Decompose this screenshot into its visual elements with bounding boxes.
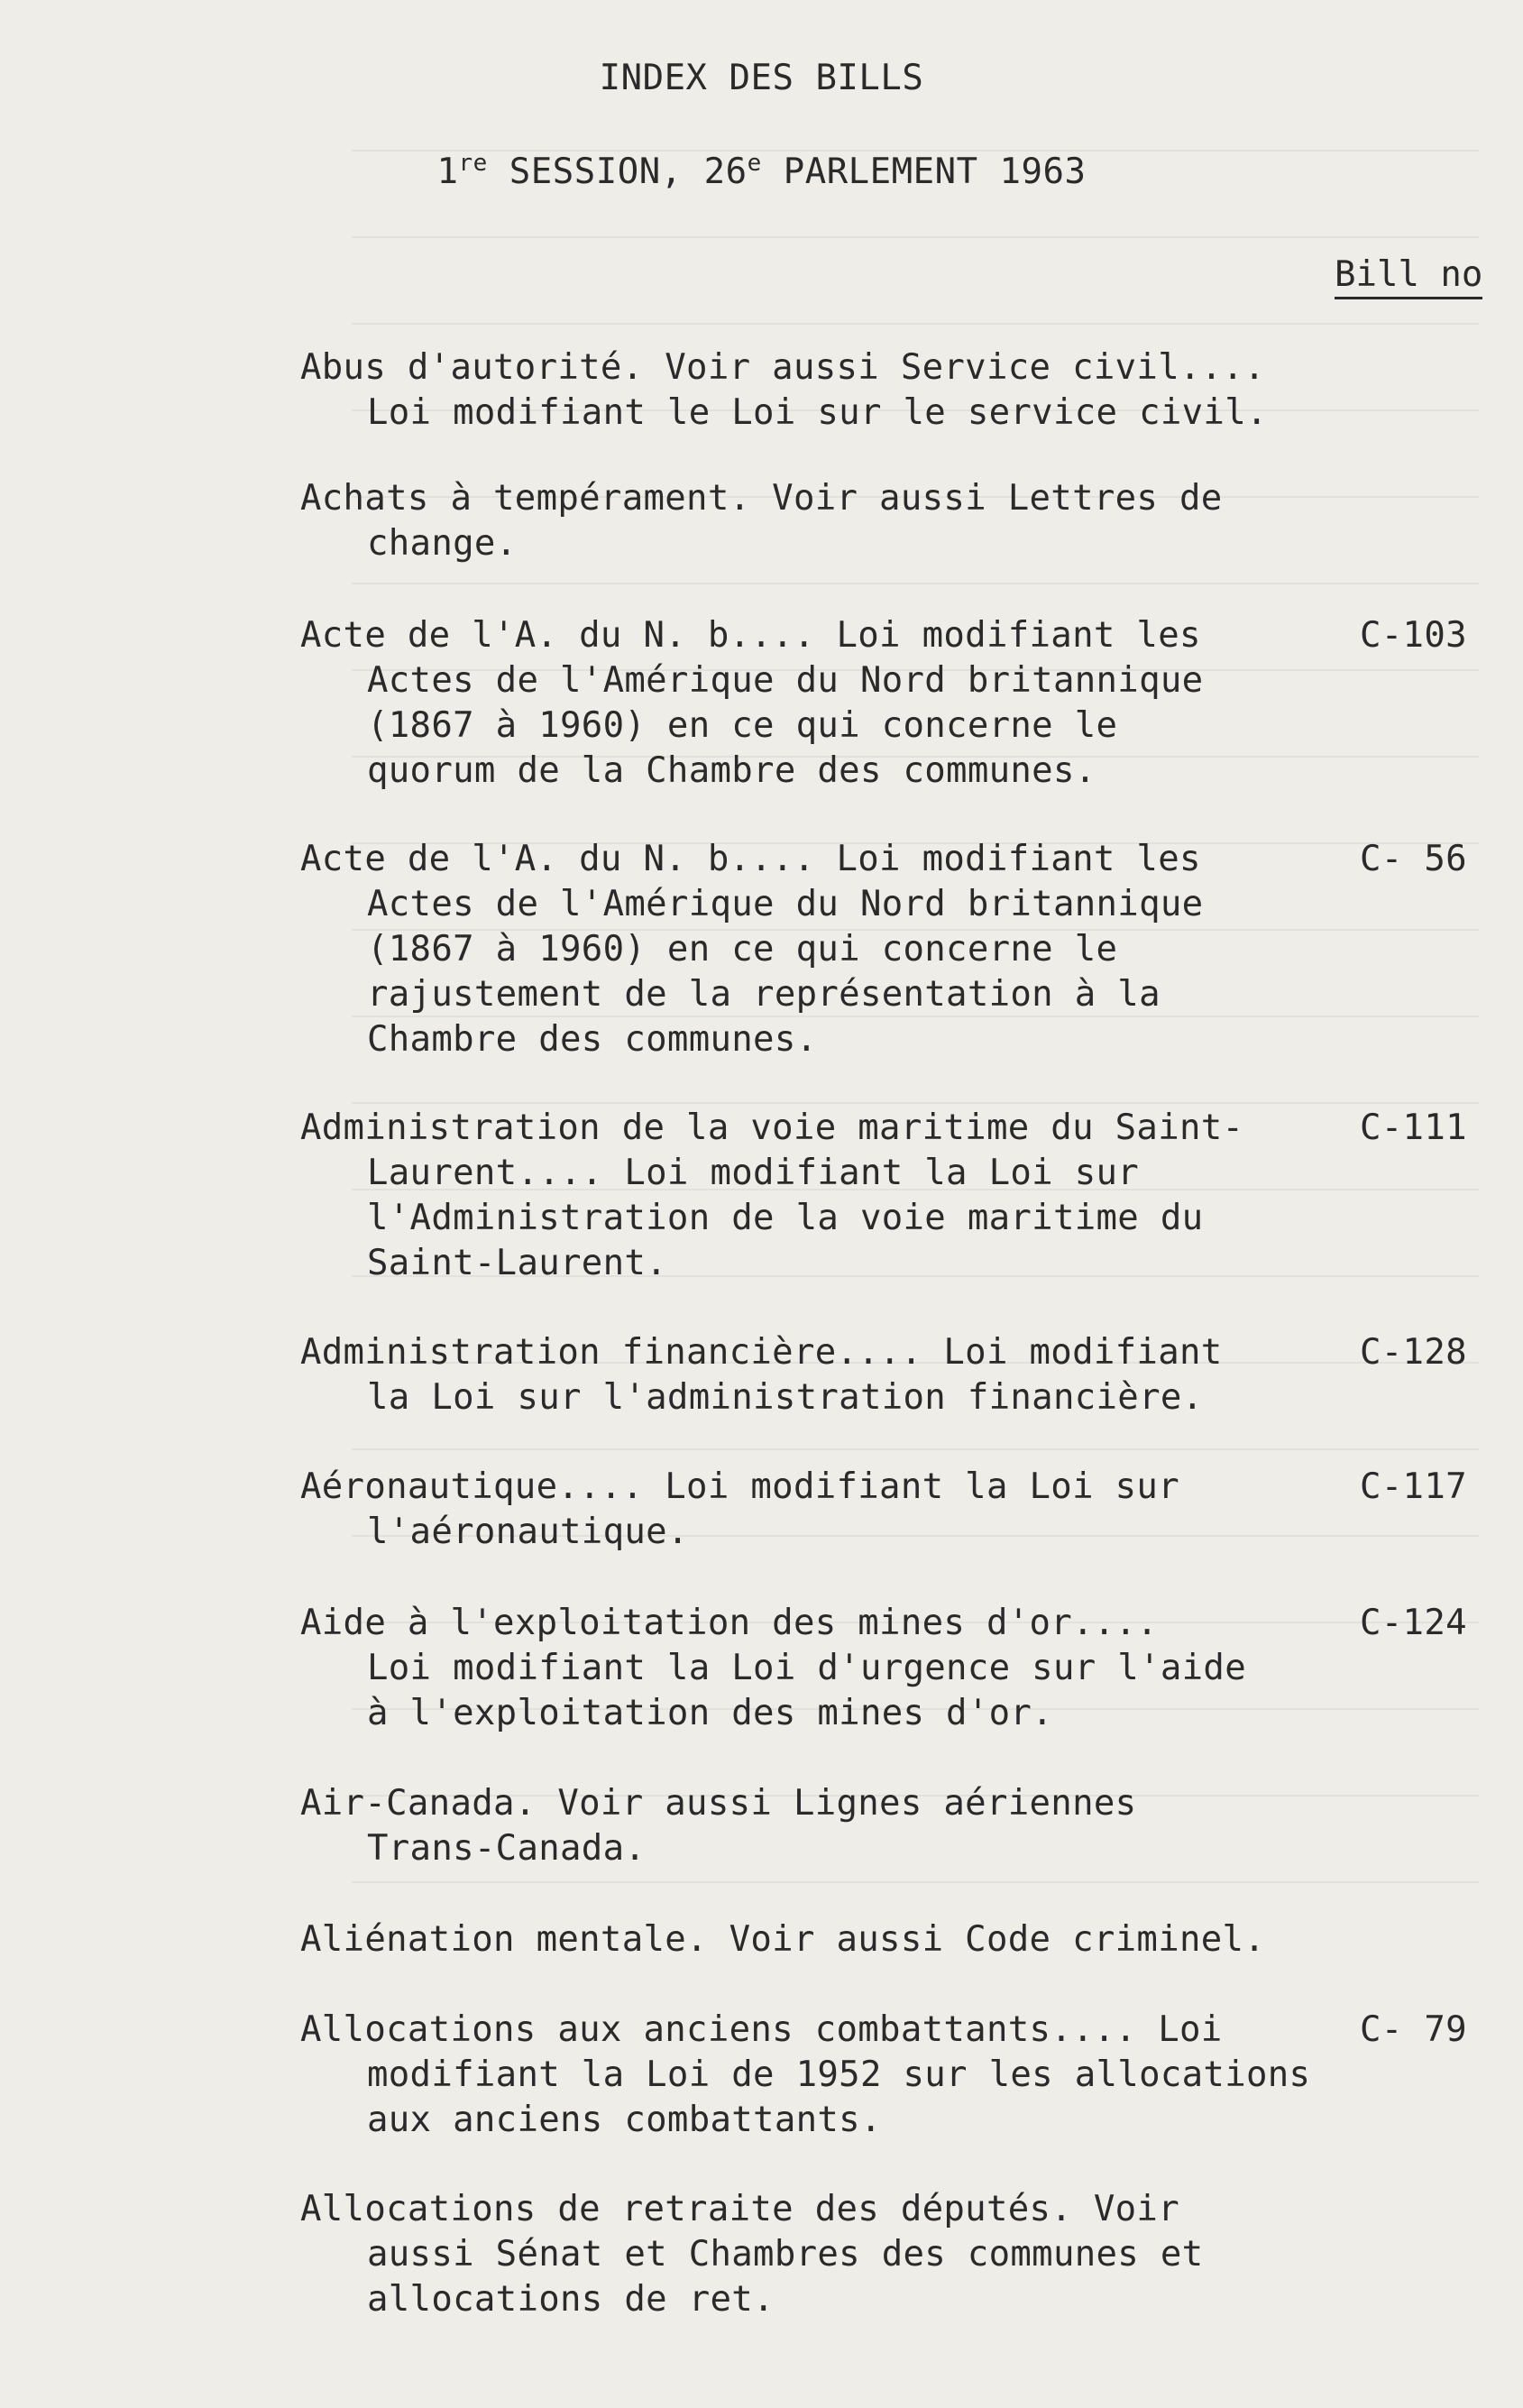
index-entry <box>300 1781 1136 1871</box>
index-entry <box>300 476 1223 566</box>
entry-line: Trans-Canada. <box>367 1828 647 1869</box>
index-entry <box>300 1106 1467 1286</box>
session-suffix: re <box>458 150 488 177</box>
entry-line: Saint-Laurent. <box>367 1243 667 1283</box>
entry-line: (1867 à 1960) en ce qui concerne le <box>367 705 1118 746</box>
entry-line: rajustement de la représentation à la <box>367 974 1161 1015</box>
entry-line: Administration financière.... Loi modifiant <box>300 1332 1223 1373</box>
entry-line: change. <box>367 523 518 564</box>
entry-line: allocations de ret. <box>367 2279 775 2320</box>
entry-line: Loi modifiant la Loi d'urgence sur l'aide <box>367 1648 1246 1688</box>
bill-number: C-124 <box>1360 1603 1467 1643</box>
bill-number: C-103 <box>1360 615 1467 656</box>
bill-number: C-111 <box>1360 1107 1467 1148</box>
entry-line: Air-Canada. Voir aussi Lignes aériennes <box>300 1783 1137 1824</box>
session-number: 1 <box>436 152 459 192</box>
index-entry <box>300 1330 1467 1420</box>
parliament-label: PARLEMENT 1963 <box>761 152 1087 192</box>
entry-line: Aliénation mentale. Voir aussi Code criminel. <box>300 1919 1266 1960</box>
index-entry <box>300 1601 1467 1736</box>
entry-line: quorum de la Chambre des communes. <box>367 750 1096 791</box>
entry-line: Acte de l'A. du N. b.... Loi modifiant les <box>300 839 1201 879</box>
entry-line: la Loi sur l'administration financière. <box>367 1377 1204 1418</box>
entry-line: Chambre des communes. <box>367 1019 818 1060</box>
entry-line: Laurent.... Loi modifiant la Loi sur <box>367 1153 1140 1193</box>
entry-line: Loi modifiant le Loi sur le service civil. <box>367 392 1268 433</box>
entry-line: Actes de l'Amérique du Nord britannique <box>367 660 1204 701</box>
entry-line: aux anciens combattants. <box>367 2100 882 2140</box>
entry-line: Administration de la voie maritime du Saint- <box>300 1107 1244 1148</box>
entry-line: Achats à tempérament. Voir aussi Lettres de <box>300 478 1223 519</box>
document-title: INDEX DES BILLS <box>599 58 924 98</box>
session-label: SESSION, 26 <box>487 152 748 192</box>
entry-line: Aéronautique.... Loi modifiant la Loi sur <box>300 1466 1179 1507</box>
bill-number: C- 79 <box>1360 2009 1467 2050</box>
index-entry <box>300 2187 1203 2322</box>
session-heading <box>0 150 1523 192</box>
entry-line: aussi Sénat et Chambres des communes et <box>367 2234 1204 2275</box>
entry-line: l'aéronautique. <box>367 1512 689 1552</box>
entry-line: modifiant la Loi de 1952 sur les allocations <box>367 2054 1311 2095</box>
entry-line: Abus d'autorité. Voir aussi Service civil.... <box>300 347 1266 388</box>
index-entry <box>300 2008 1467 2143</box>
entry-line: Aide à l'exploitation des mines d'or.... <box>300 1603 1159 1643</box>
bill-number: C-117 <box>1360 1466 1467 1507</box>
index-entry <box>300 837 1467 1062</box>
entry-line: Allocations de retraite des députés. Voir <box>300 2189 1179 2229</box>
entry-line: (1867 à 1960) en ce qui concerne le <box>367 929 1118 970</box>
index-entry <box>300 1465 1467 1555</box>
bill-number: C- 56 <box>1360 839 1467 879</box>
entry-line: à l'exploitation des mines d'or. <box>367 1693 1053 1733</box>
bill-column-header: Bill no <box>1335 254 1482 299</box>
index-entry <box>300 1917 1265 1962</box>
parliament-suffix: e <box>747 150 762 177</box>
entry-line: Acte de l'A. du N. b.... Loi modifiant les <box>300 615 1201 656</box>
entry-line: Allocations aux anciens combattants.... Loi <box>300 2009 1223 2050</box>
index-entry <box>300 345 1268 436</box>
entry-line: Actes de l'Amérique du Nord britannique <box>367 884 1204 924</box>
index-entry <box>300 613 1467 794</box>
entry-line: l'Administration de la voie maritime du <box>367 1198 1204 1238</box>
bill-number: C-128 <box>1360 1332 1467 1373</box>
